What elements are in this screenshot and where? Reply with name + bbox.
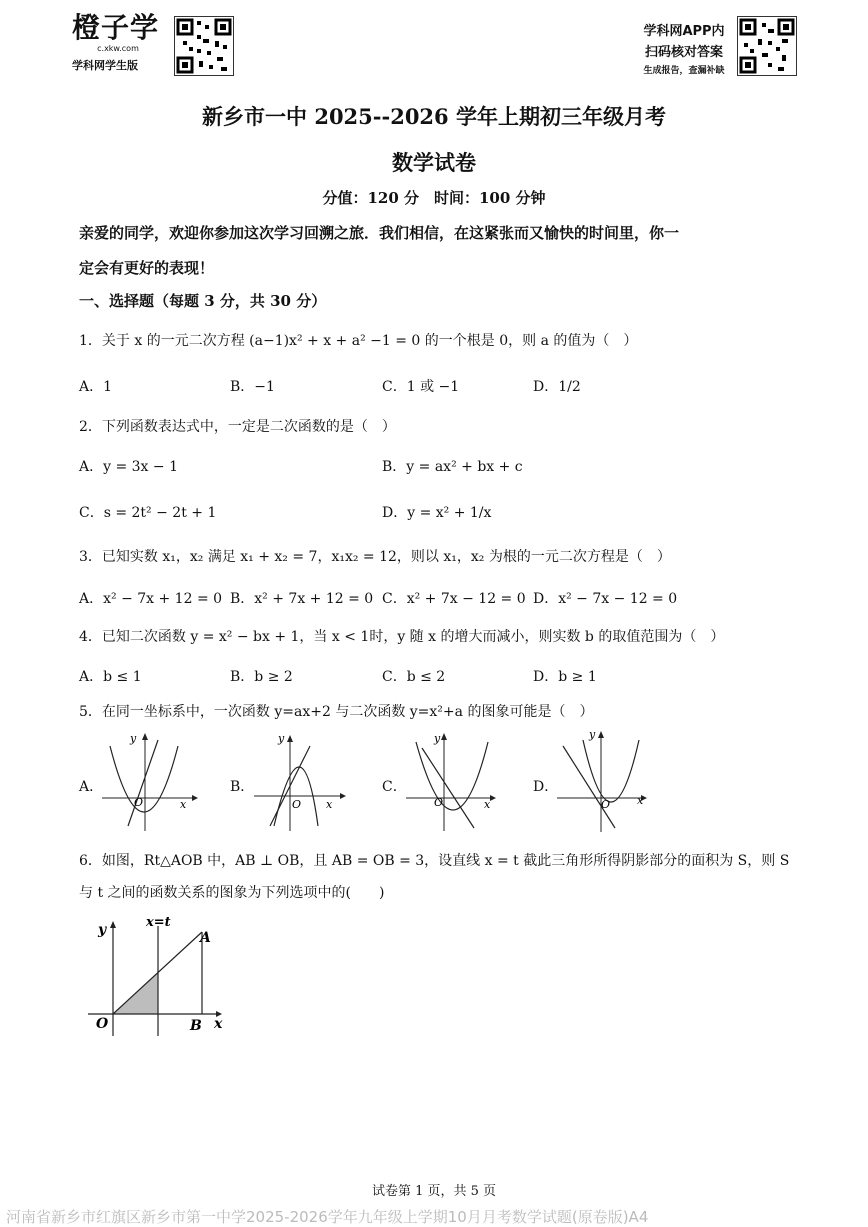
scan-notice-line2: 扫码核对答案 [644, 45, 723, 60]
logo-text: 橙子学 [72, 11, 160, 44]
question-6-stem-line-1: 6．如图，Rt△AOB 中，AB ⊥ OB，且 AB = OB = 3，设直线 x = t 截此三角形所得阴影部分的面积为 S，则 S [79, 853, 790, 869]
q5-option-c-label: C． [382, 779, 407, 795]
q5-graph-c [404, 728, 504, 833]
q1-option-a: A．1 [79, 379, 113, 395]
logo [72, 12, 172, 73]
q1-option-c: C．1 或 −1 [382, 379, 460, 395]
q5-a-origin: O [134, 796, 144, 809]
q6-line-label: x=t [146, 915, 171, 930]
q6-origin: O [96, 1016, 109, 1032]
q2-option-b: B．y = ax² + bx + c [382, 459, 523, 475]
q5-graph-a [100, 728, 200, 833]
q1-option-d: D．1/2 [533, 379, 581, 395]
q6-point-a: A [200, 930, 211, 946]
scan-notice-line3: 生成报告，查漏补缺 [643, 66, 725, 76]
q4-option-c: C．b ≤ 2 [382, 669, 446, 685]
q5-c-x-label: x [484, 798, 491, 811]
question-2-stem: 2．下列函数表达式中，一定是二次函数的是（ ） [79, 419, 396, 435]
section-heading: 一、选择题（每题 3 分，共 30 分） [79, 292, 327, 310]
q6-y-label: y [98, 922, 107, 938]
logo-caption: 学科网学生版 [72, 59, 138, 72]
q5-d-origin: O [601, 798, 611, 811]
scan-notice [636, 20, 732, 76]
scan-notice-line1: 学科网APP内 [643, 24, 725, 39]
q5-d-x-label: x [637, 794, 644, 807]
q5-c-y-label: y [434, 732, 441, 745]
score-time: 分值：120 分 时间：100 分钟 [322, 189, 546, 207]
q4-option-b: B．b ≥ 2 [230, 669, 293, 685]
q6-figure [88, 912, 238, 1038]
q3-option-b: B．x² + 7x + 12 = 0 [230, 591, 374, 607]
q3-option-a: A．x² − 7x + 12 = 0 [79, 591, 223, 607]
q6-point-b: B [190, 1018, 202, 1034]
q3-option-c: C．x² + 7x − 12 = 0 [382, 591, 526, 607]
q4-option-d: D．b ≥ 1 [533, 669, 597, 685]
q5-a-y-label: y [130, 732, 137, 745]
q5-d-y-label: y [589, 728, 596, 741]
q5-a-x-label: x [180, 798, 187, 811]
q5-option-d-label: D． [533, 779, 559, 795]
q5-option-a-label: A． [79, 779, 104, 795]
q6-x-label: x [214, 1016, 223, 1032]
q1-option-b: B．−1 [230, 379, 275, 395]
question-6-stem-line-2: 与 t 之间的函数关系的图象为下列选项中的( ) [79, 885, 385, 901]
qr-code-right [737, 16, 797, 76]
intro-line-1: 亲爱的同学，欢迎你参加这次学习回溯之旅．我们相信，在这紧张而又愉快的时间里，你一 [79, 224, 680, 242]
q5-b-x-label: x [326, 798, 333, 811]
watermark: 河南省新乡市红旗区新乡市第一中学2025-2026学年九年级上学期10月月考数学试题(原卷版)A4 [6, 1208, 649, 1226]
q5-option-b-label: B． [230, 779, 255, 795]
question-4-stem: 4．已知二次函数 y = x² − bx + 1，当 x < 1时，y 随 x 的增大而减小，则实数 b 的取值范围为（ ） [79, 629, 725, 645]
intro-line-2: 定会有更好的表现！ [79, 259, 215, 277]
q2-option-d: D．y = x² + 1/x [382, 505, 492, 521]
q3-option-d: D．x² − 7x − 12 = 0 [533, 591, 678, 607]
q5-graph-b [252, 728, 352, 833]
q5-b-y-label: y [278, 732, 285, 745]
exam-title: 新乡市一中 2025--2026 学年上期初三年级月考 [202, 104, 666, 129]
q5-b-origin: O [292, 798, 302, 811]
logo-url: c.xkw.com [97, 44, 139, 53]
question-1-stem: 1．关于 x 的一元二次方程 (a−1)x² + x + a² −1 = 0 的一个根是 0，则 a 的值为（ ） [79, 333, 638, 349]
page-footer: 试卷第 1 页，共 5 页 [371, 1184, 497, 1199]
q5-graph-d [555, 724, 655, 834]
question-5-stem: 5．在同一坐标系中，一次函数 y=ax+2 与二次函数 y=x²+a 的图象可能是（ ） [79, 704, 594, 720]
q2-option-a: A．y = 3x − 1 [79, 459, 178, 475]
question-3-stem: 3．已知实数 x₁，x₂ 满足 x₁ + x₂ = 7，x₁x₂ = 12，则以 x₁，x₂ 为根的一元二次方程是（ ） [79, 549, 671, 565]
q4-option-a: A．b ≤ 1 [79, 669, 142, 685]
q2-option-c: C．s = 2t² − 2t + 1 [79, 505, 217, 521]
qr-code-left [174, 16, 234, 76]
exam-subtitle: 数学试卷 [392, 150, 476, 175]
q5-c-origin: O [434, 796, 444, 809]
